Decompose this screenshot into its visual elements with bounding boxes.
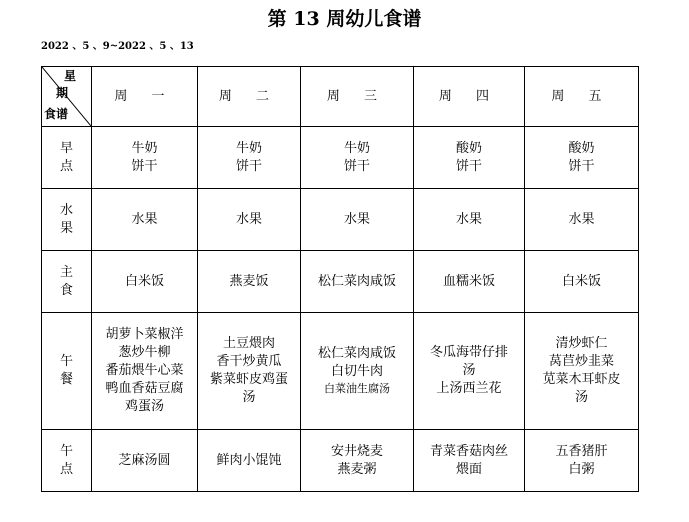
dish: 白米饭	[124, 273, 164, 289]
dish: 青菜香菇肉丝	[429, 443, 508, 459]
menu-cell	[525, 313, 639, 430]
dish: 白菜油生腐汤	[324, 382, 390, 395]
day-header-tue: 周 二	[198, 67, 301, 127]
menu-cell	[301, 251, 414, 313]
day-header-wed: 周 三	[301, 67, 414, 127]
row-label-line: 点	[59, 461, 73, 477]
dish: 饼干	[568, 158, 595, 174]
dish: 饼干	[455, 158, 482, 174]
dish: 番茄煨牛心菜	[105, 363, 184, 378]
table-row	[42, 189, 639, 251]
row-label-breakfast	[42, 127, 92, 189]
dish: 水果	[568, 211, 595, 227]
menu-cell	[301, 127, 414, 189]
menu-cell	[301, 313, 414, 430]
menu-cell	[92, 313, 198, 430]
dish: 燕麦饭	[229, 273, 269, 289]
header-row	[42, 67, 639, 127]
dish: 饼干	[343, 158, 370, 174]
day-header-fri: 周 五	[525, 67, 639, 127]
dish: 汤	[462, 363, 476, 378]
menu-cell	[525, 430, 639, 492]
corner-cell	[42, 67, 92, 127]
row-label-line: 果	[59, 220, 73, 236]
dish: 土豆煨肉	[222, 336, 275, 351]
dish: 鸡蛋汤	[124, 399, 164, 414]
row-label-line: 主	[59, 264, 73, 280]
dish: 上汤西兰花	[436, 381, 502, 396]
menu-cell	[525, 251, 639, 313]
dish: 水果	[131, 211, 158, 227]
row-label-line: 食	[59, 282, 73, 298]
dish: 牛奶	[131, 140, 158, 156]
menu-cell	[525, 127, 639, 189]
day-header-thu: 周 四	[414, 67, 525, 127]
menu-cell	[92, 430, 198, 492]
dish: 白米饭	[561, 273, 601, 289]
corner-label-weekday-1: 星	[64, 69, 77, 83]
page-title: 第 13 周幼儿食谱	[267, 8, 422, 30]
dish: 汤	[242, 390, 256, 405]
menu-cell	[198, 127, 301, 189]
table-row	[42, 127, 639, 189]
row-label-line: 午	[59, 443, 73, 459]
dish: 安井烧麦	[330, 443, 383, 459]
menu-cell	[414, 251, 525, 313]
dish: 莴苣炒韭菜	[548, 354, 614, 369]
row-label-line: 午	[59, 354, 73, 369]
menu-cell	[92, 251, 198, 313]
dish: 紫菜虾皮鸡蛋	[209, 372, 288, 387]
menu-cell	[198, 189, 301, 251]
dish: 鲜肉小馄饨	[216, 452, 282, 468]
menu-cell	[198, 430, 301, 492]
dish: 葱炒牛柳	[118, 345, 171, 360]
menu-cell	[92, 189, 198, 251]
menu-cell	[414, 189, 525, 251]
dish: 松仁菜肉咸饭	[317, 346, 396, 361]
row-label-staple	[42, 251, 92, 313]
dish: 白粥	[568, 461, 595, 477]
menu-table	[41, 66, 639, 492]
table-row	[42, 313, 639, 430]
dish: 水果	[455, 211, 482, 227]
menu-cell	[92, 127, 198, 189]
corner-label-weekday-2: 期	[56, 86, 69, 100]
menu-cell	[414, 313, 525, 430]
dish: 牛奶	[343, 140, 370, 156]
dish: 水果	[235, 211, 262, 227]
menu-cell	[525, 189, 639, 251]
dish: 松仁菜肉咸饭	[317, 273, 396, 289]
dish: 饼干	[131, 158, 158, 174]
dish: 清炒虾仁	[555, 336, 608, 351]
menu-cell	[301, 189, 414, 251]
dish: 饼干	[235, 158, 262, 174]
row-label-line: 水	[59, 202, 73, 218]
dish: 牛奶	[235, 140, 262, 156]
table-row	[42, 430, 639, 492]
dish: 胡萝卜菜椒洋	[105, 327, 184, 342]
dish: 汤	[574, 390, 588, 405]
dish: 冬瓜海带仔排	[429, 345, 508, 360]
dish: 血糯米饭	[442, 273, 495, 289]
dish: 燕麦粥	[337, 461, 377, 477]
row-label-line: 早	[59, 140, 73, 156]
dish: 香干炒黄瓜	[216, 354, 282, 369]
corner-label-menu: 食谱	[44, 107, 69, 121]
dish: 苋菜木耳虾皮	[542, 372, 621, 387]
row-label-fruit	[42, 189, 92, 251]
dish: 酸奶	[568, 140, 595, 156]
dish: 鸭血香菇豆腐	[105, 381, 184, 396]
menu-cell	[198, 313, 301, 430]
dish: 芝麻汤圆	[118, 452, 171, 468]
row-label-line: 餐	[59, 372, 73, 387]
menu-cell	[414, 127, 525, 189]
table-row	[42, 251, 639, 313]
menu-cell	[198, 251, 301, 313]
day-header-mon: 周 一	[92, 67, 198, 127]
dish: 五香猪肝	[555, 443, 608, 459]
row-label-line: 点	[59, 158, 73, 174]
dish: 白切牛肉	[330, 364, 383, 379]
date-range: 2022 、5 、9~2022 、5 、13	[41, 41, 194, 52]
row-label-afternoon-snack	[42, 430, 92, 492]
dish: 煨面	[455, 461, 482, 477]
menu-cell	[414, 430, 525, 492]
row-label-lunch	[42, 313, 92, 430]
dish: 酸奶	[455, 140, 482, 156]
dish: 水果	[343, 211, 370, 227]
menu-cell	[301, 430, 414, 492]
